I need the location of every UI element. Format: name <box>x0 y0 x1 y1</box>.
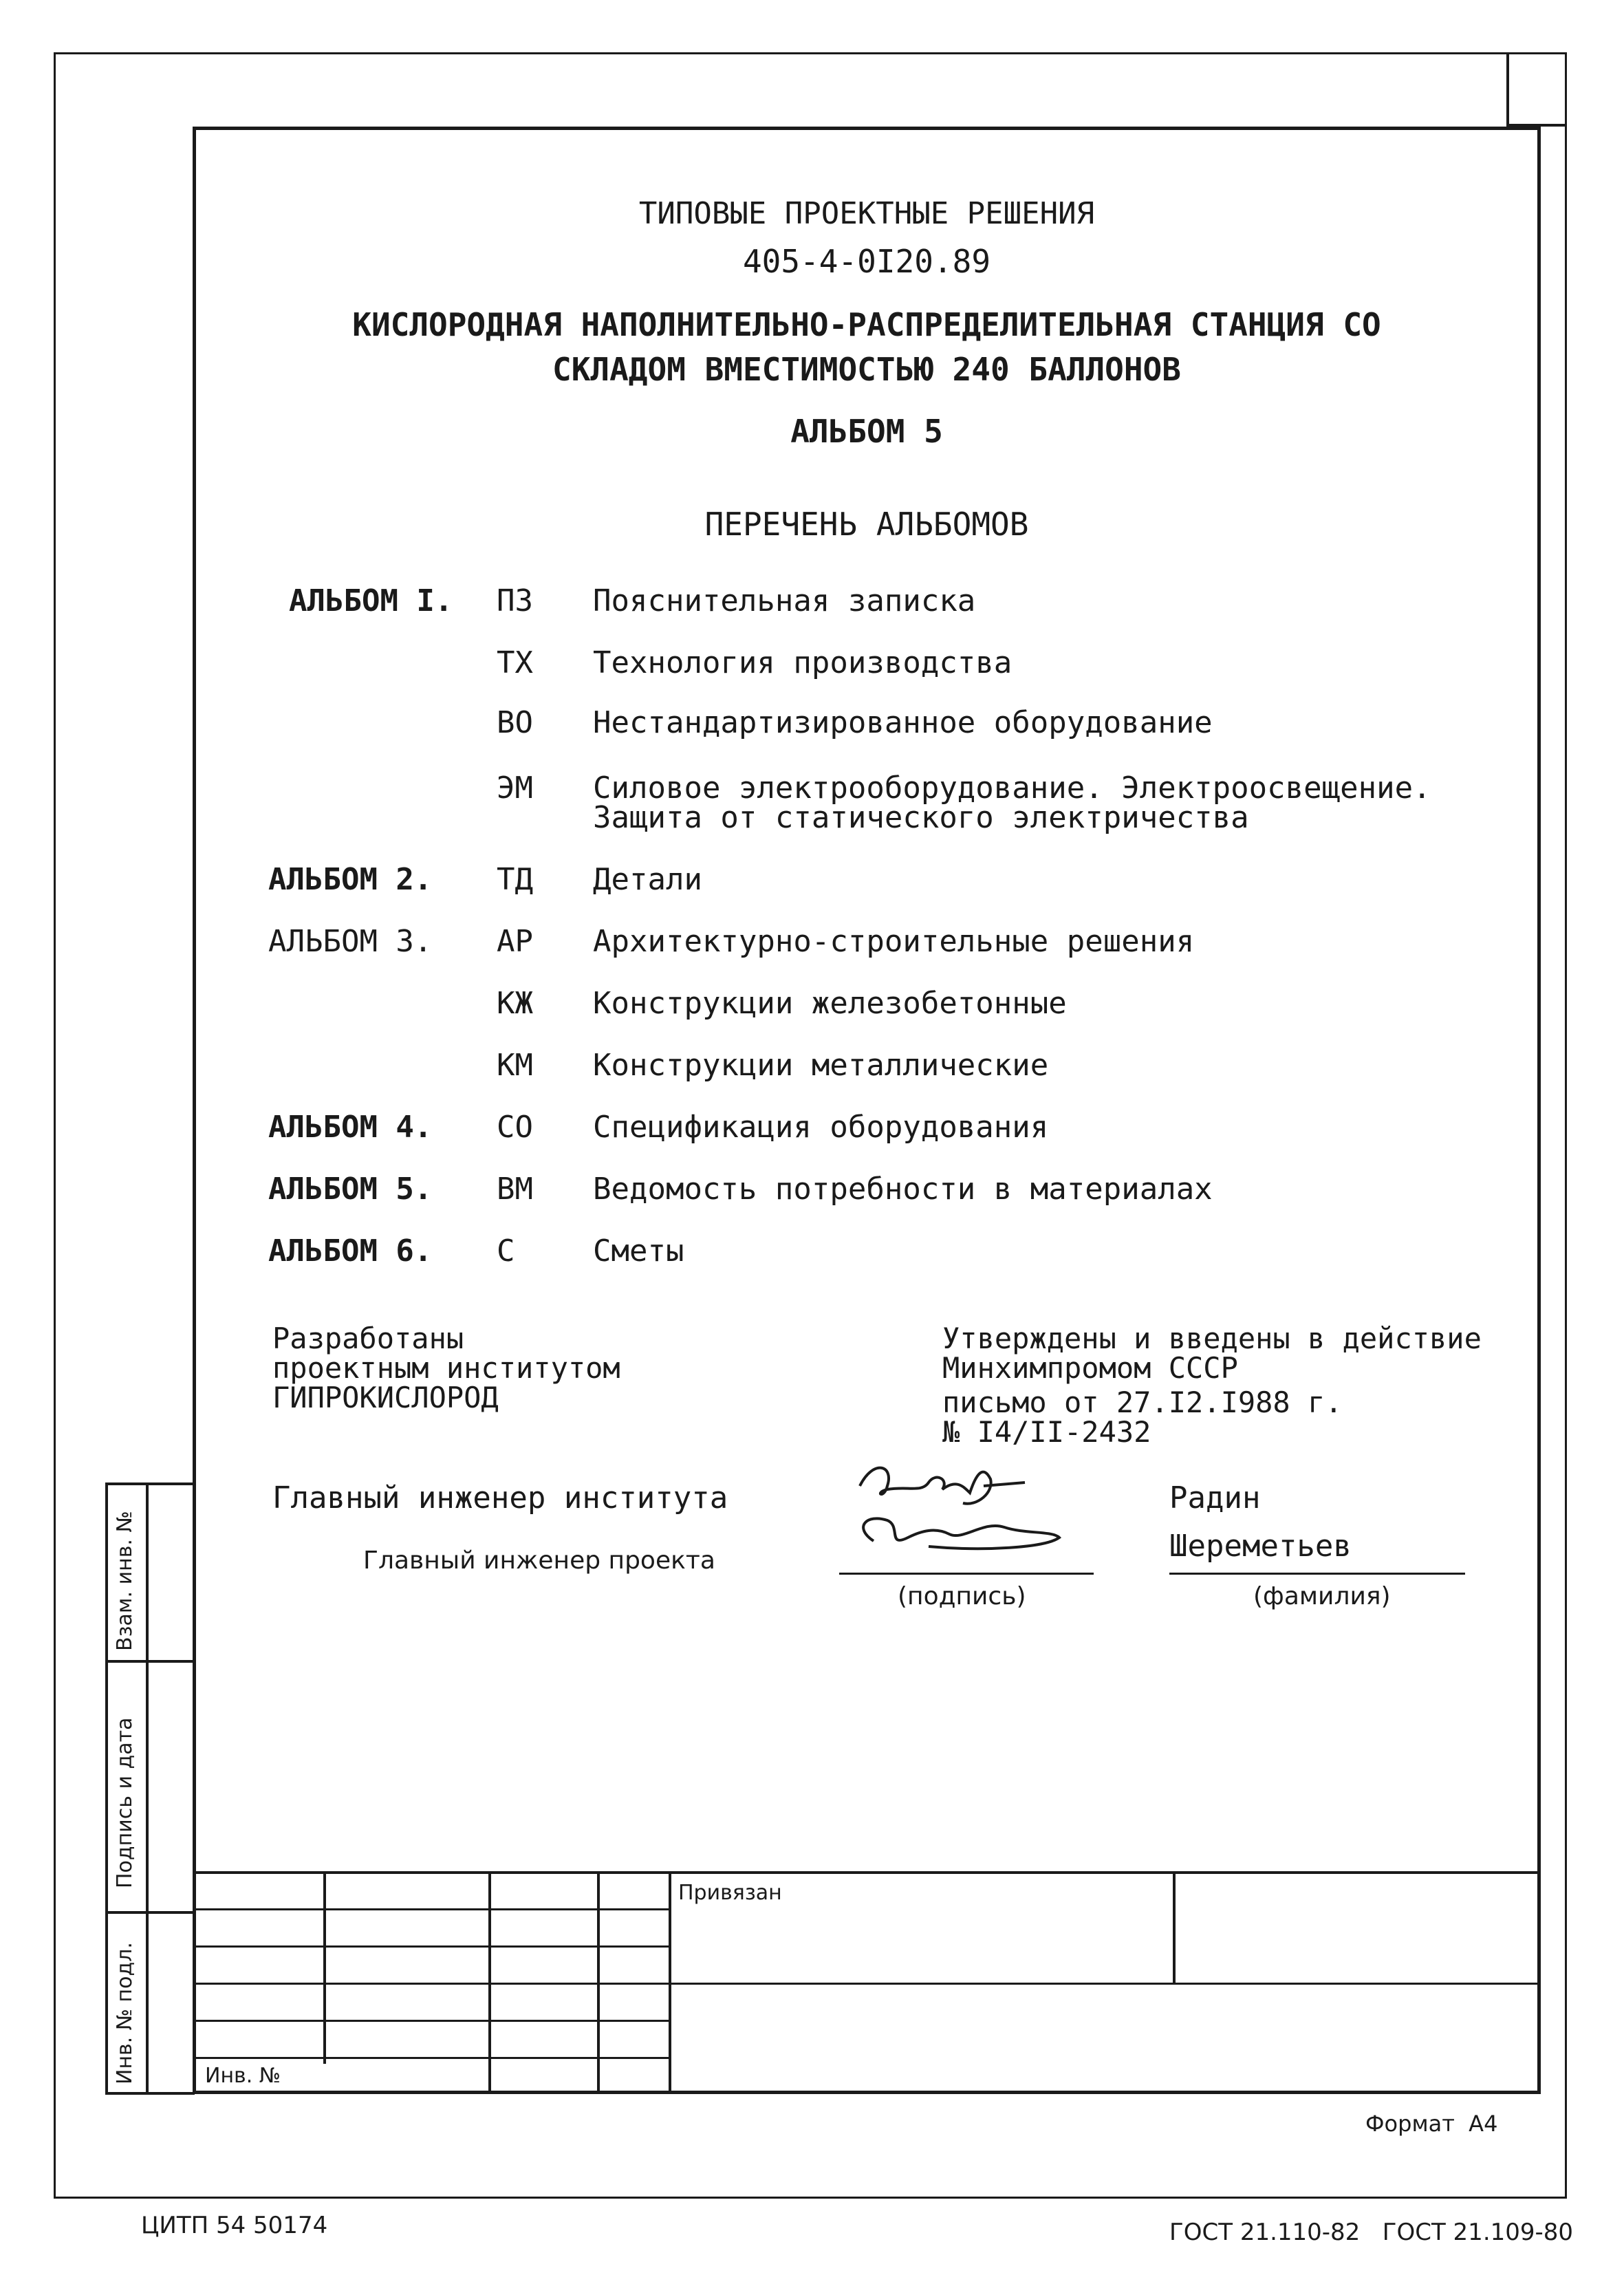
developed-line: проектным институтом <box>272 1351 620 1385</box>
chief-institute-name: Радин <box>1169 1480 1261 1516</box>
footer-left-code: ЦИТП 54 50174 <box>141 2212 328 2239</box>
section-code: ТД <box>497 862 533 897</box>
section-title: Ведомость потребности в материалах <box>593 1172 1213 1207</box>
album-label: АЛЬБОМ 6. <box>268 1233 433 1269</box>
section-code: КМ <box>497 1048 533 1083</box>
vzam-label: Взам. инв. № <box>113 1511 137 1651</box>
album-label: АЛЬБОМ 3. <box>268 924 433 959</box>
section-code: КЖ <box>497 986 533 1021</box>
chief-project-name: Шереметьев <box>1169 1529 1352 1564</box>
surname-line <box>1169 1573 1465 1575</box>
album-label: АЛЬБОМ 5. <box>268 1172 433 1207</box>
section-title: Силовое электрооборудование. Электроосвещение. <box>593 770 1431 806</box>
handwritten-signatures <box>846 1452 1073 1568</box>
privyazan-label: Привязан <box>678 1881 782 1905</box>
section-title: Технология производства <box>593 645 1013 680</box>
approved-line: письмо от 27.I2.I988 г. <box>942 1386 1343 1419</box>
inv-no-label: Инв. № <box>205 2064 281 2088</box>
section-title: Сметы <box>593 1233 684 1269</box>
surname-caption: (фамилия) <box>1253 1582 1391 1610</box>
section-title: Архитектурно-строительные решения <box>593 924 1195 959</box>
section-code: С <box>497 1233 515 1269</box>
corner-box <box>1506 52 1566 127</box>
album-label: АЛЬБОМ I. <box>289 583 453 618</box>
approved-line: Утверждены и введены в действие <box>942 1322 1482 1355</box>
album-list-heading: ПЕРЕЧЕНЬ АЛЬБОМОВ <box>704 506 1029 543</box>
signature-caption: (подпись) <box>898 1582 1026 1610</box>
section-title: Конструкции железобетонные <box>593 986 1067 1021</box>
album-label: АЛЬБОМ 4. <box>268 1110 433 1145</box>
inv-podl-label: Инв. № подл. <box>113 1942 137 2084</box>
doc-type: ТИПОВЫЕ ПРОЕКТНЫЕ РЕШЕНИЯ <box>638 196 1095 231</box>
section-code: ТХ <box>497 645 533 680</box>
developed-line: Разработаны <box>272 1322 464 1355</box>
section-code: СО <box>497 1110 533 1145</box>
section-code: ПЗ <box>497 583 533 618</box>
approved-line: № I4/II-2432 <box>942 1415 1151 1449</box>
album-number: АЛЬБОМ 5 <box>790 413 943 450</box>
chief-institute-label: Главный инженер института <box>272 1480 728 1516</box>
section-code: ВМ <box>497 1172 533 1207</box>
podpis-label: Подпись и дата <box>113 1717 137 1888</box>
section-title-cont: Защита от статического электричества <box>593 800 1249 835</box>
section-title: Конструкции металлические <box>593 1048 1049 1083</box>
doc-code: 405-4-0I20.89 <box>742 243 991 280</box>
developed-line: ГИПРОКИСЛОРОД <box>272 1381 499 1414</box>
section-code: ЭМ <box>497 770 533 806</box>
section-code: АР <box>497 924 533 959</box>
doc-title-line2: СКЛАДОМ ВМЕСТИМОСТЬЮ 240 БАЛЛОНОВ <box>552 351 1181 388</box>
section-title: Спецификация оборудования <box>593 1110 1049 1145</box>
section-title: Нестандартизированное оборудование <box>593 705 1213 740</box>
footer-right-code: ГОСТ 21.110-82 ГОСТ 21.109-80 <box>1169 2219 1574 2246</box>
format-label: Формат А4 <box>1365 2111 1498 2137</box>
chief-project-label: Главный инженер проекта <box>363 1546 715 1575</box>
section-title: Пояснительная записка <box>593 583 976 618</box>
approved-line: Минхимпромом СССР <box>942 1351 1238 1385</box>
section-code: ВО <box>497 705 533 740</box>
doc-title-line1: КИСЛОРОДНАЯ НАПОЛНИТЕЛЬНО-РАСПРЕДЕЛИТЕЛЬНАЯ СТАНЦИЯ СО <box>352 306 1381 343</box>
signature-line <box>839 1573 1094 1575</box>
section-title: Детали <box>593 862 702 897</box>
album-label: АЛЬБОМ 2. <box>268 862 433 897</box>
